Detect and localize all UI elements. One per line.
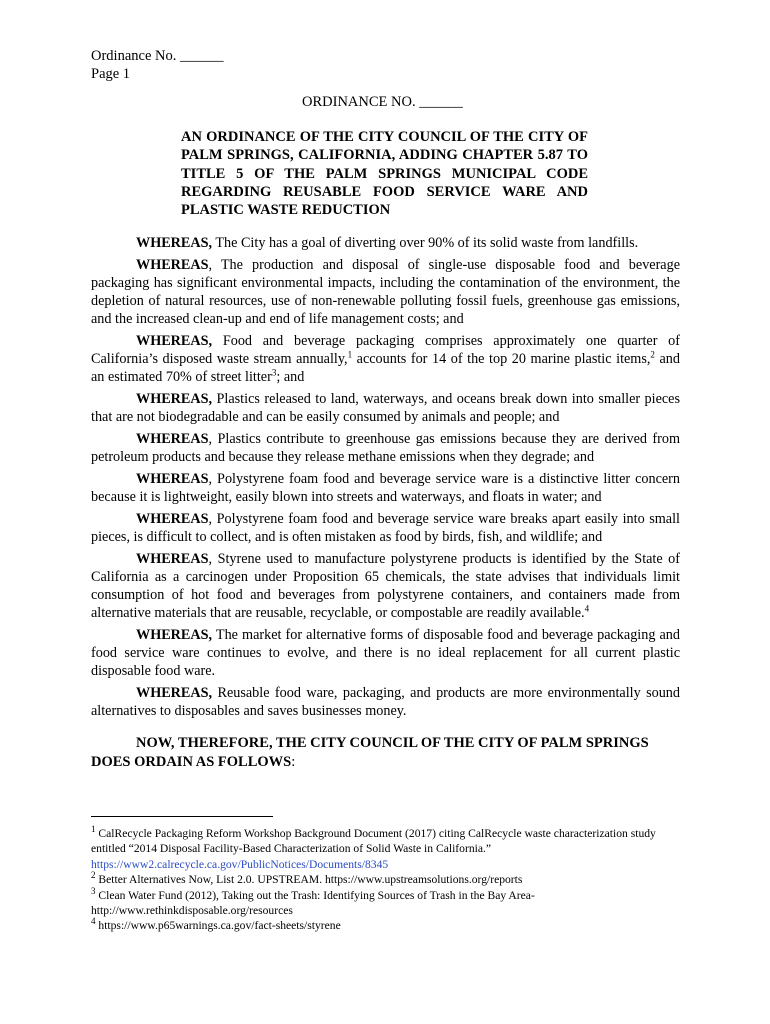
footnote-ref[interactable]: 2 (650, 349, 655, 360)
ordaining-clause (91, 734, 680, 771)
footnote-text: Better Alternatives Now, List 2.0. UPSTREAM. https://www.upstreamsolutions.org/reports (95, 873, 523, 887)
page-header (91, 47, 223, 83)
whereas-clause (91, 390, 680, 426)
whereas-text: ; and (276, 369, 305, 385)
whereas-lead: WHEREAS (136, 431, 209, 447)
footnote-number: 1 (91, 824, 96, 835)
footnote (91, 826, 681, 872)
footnote-number: 3 (91, 885, 96, 896)
footnote-ref[interactable]: 4 (584, 603, 590, 614)
whereas-text: and an estimated 70% of street litter (91, 351, 680, 385)
footnote (91, 885, 681, 919)
footnote (91, 872, 681, 887)
document-body (91, 234, 680, 786)
whereas-text: , Polystyrene foam food and beverage service ware breaks apart easily into small pieces, is difficult to collect, and is often mistaken as food by birds, fish, and wildlife; and (91, 511, 680, 545)
whereas-clause (91, 550, 680, 622)
footnote-number: 2 (91, 870, 96, 881)
header-ordinance-number: Ordinance No. ______ (91, 48, 224, 64)
whereas-text: , The production and disposal of single-use disposable food and beverage packaging has significant environmental impacts, including the contamination of the environment, the depletion of natural resources, use of non-renewable polluting fossil fuels, greenhouse gas emissions, and the increased clean-up and end of life management costs; and (91, 257, 680, 327)
whereas-lead: WHEREAS, (136, 685, 213, 701)
whereas-clause (91, 470, 680, 506)
footnote-text: CalRecycle Packaging Reform Workshop Background Document (2017) citing CalRecycle waste characterization study entitled “2014 Disposal Facility-Based Characterization of Solid Waste in California.” (91, 827, 656, 856)
whereas-text: Reusable food ware, packaging, and products are more environmentally sound alternatives to disposables and saves businesses money. (91, 685, 680, 719)
whereas-text: Food and beverage packaging comprises approximately one quarter of California’s disposed waste stream annually, (91, 333, 680, 367)
footnote-link[interactable]: https://www2.calrecycle.ca.gov/PublicNotices/Documents/8345 (91, 857, 389, 871)
whereas-lead: WHEREAS (136, 257, 209, 273)
whereas-clause (91, 430, 680, 466)
whereas-text: accounts for 14 of the top 20 marine plastic items, (352, 351, 651, 367)
header-page-number: Page 1 (91, 66, 131, 82)
footnote-text: Clean Water Fund (2012), Taking out the Trash: Identifying Sources of Trash in the Bay Area- http://www.rethinkdisposable.org/resources (91, 888, 535, 918)
whereas-clause (91, 256, 680, 328)
whereas-clause (91, 234, 680, 252)
footnote-text: https://www.p65warnings.ca.gov/fact-sheets/styrene (95, 919, 341, 933)
ordaining-clause-colon: : (291, 753, 296, 770)
whereas-text: , Styrene used to manufacture polystyrene products is identified by the State of California as a carcinogen under Proposition 65 chemicals, the state advises that individuals limit consumption of hot food and beverages from polystyrene containers, and containers made from alternative materials that are reusable, recyclable, or compostable are readily available. (91, 551, 680, 621)
whereas-lead: WHEREAS, (136, 627, 213, 643)
footnote-divider (91, 816, 273, 817)
whereas-clause (91, 684, 680, 720)
ordinance-number-heading: ORDINANCE NO. ______ (302, 94, 463, 110)
whereas-text: The City has a goal of diverting over 90% of its solid waste from landfills. (212, 235, 639, 251)
whereas-lead: WHEREAS, (136, 333, 213, 349)
whereas-lead: WHEREAS (136, 511, 209, 527)
footnote (91, 918, 681, 933)
whereas-clause (91, 626, 680, 680)
whereas-text: Plastics released to land, waterways, and oceans break down into smaller pieces that are not biodegradable and can be easily consumed by animals and people; and (91, 391, 680, 425)
whereas-clause (91, 332, 680, 386)
footnotes (91, 826, 681, 934)
ordinance-title: AN ORDINANCE OF THE CITY COUNCIL OF THE CITY OF PALM SPRINGS, CALIFORNIA, ADDING CHAPTER 5.87 TO TITLE 5 OF THE PALM SPRINGS MUNICIPAL CODE REGARDING REUSABLE FOOD SERVICE WARE AND PLASTIC WASTE REDUCTION (181, 129, 588, 219)
whereas-lead: WHEREAS (136, 551, 209, 567)
whereas-text: , Polystyrene foam food and beverage service ware is a distinctive litter concern because it is lightweight, easily blown into streets and waterways, and floats in water; and (91, 471, 680, 505)
whereas-lead: WHEREAS, (136, 235, 213, 251)
footnote-ref[interactable]: 1 (347, 349, 353, 360)
ordaining-clause-text: NOW, THEREFORE, THE CITY COUNCIL OF THE CITY OF PALM SPRINGS DOES ORDAIN AS FOLLOWS (91, 735, 649, 770)
whereas-clause (91, 510, 680, 546)
whereas-text: , Plastics contribute to greenhouse gas emissions because they are derived from petroleum products and because they release methane emissions when they degrade; and (91, 431, 680, 465)
whereas-text: The market for alternative forms of disposable food and beverage packaging and food service ware continues to evolve, and there is no ideal replacement for all current plastic disposable food ware. (91, 627, 680, 679)
whereas-lead: WHEREAS (136, 471, 209, 487)
footnote-number: 4 (91, 916, 96, 927)
footnote-ref[interactable]: 3 (271, 367, 277, 378)
whereas-lead: WHEREAS, (136, 391, 213, 407)
